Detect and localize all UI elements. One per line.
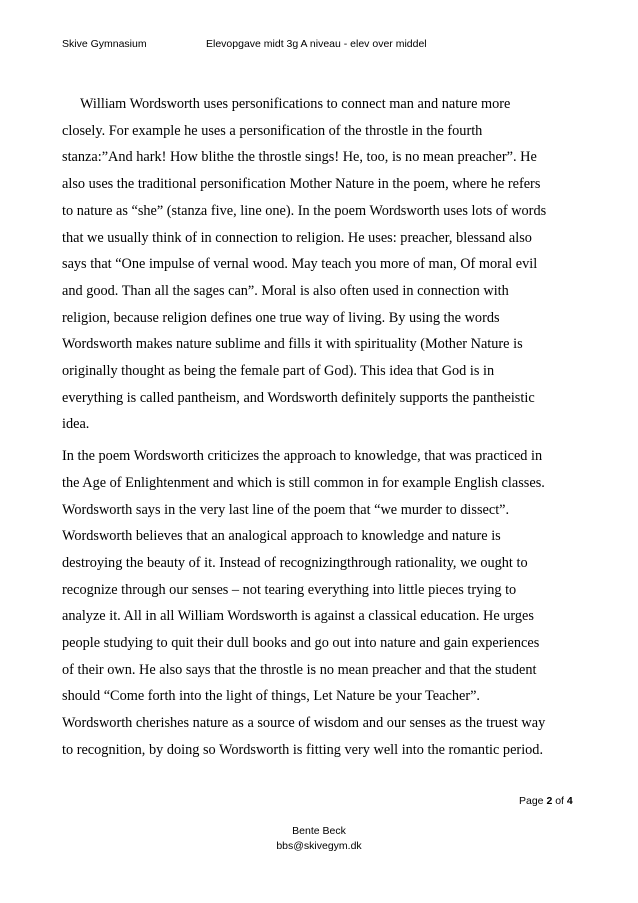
page-number (519, 795, 573, 807)
text-line: the Age of Enlightenment and which is still common in for example English classes. (62, 474, 545, 491)
text-line: religion, because religion defines one true way of living. By using the words (62, 309, 500, 326)
text-line: analyze it. All in all William Wordsworth is against a classical education. He urges (62, 608, 534, 625)
text-line: to recognition, by doing so Wordsworth is fitting very well into the romantic period. (62, 741, 544, 758)
text-line: that we usually think of in connection to religion. He uses: preacher, blessand also (62, 229, 532, 246)
text-line: recognize through our senses – not tearing everything into little pieces trying to (62, 581, 517, 598)
body-text (62, 91, 582, 764)
text-line: everything is called pantheism, and Wordsworth definitely supports the pantheistic (62, 389, 535, 406)
text-line: stanza:”And hark! How blithe the throstle sings! He, too, is no mean preacher”. He (62, 149, 537, 166)
text-line: of their own. He also says that the throstle is no mean preacher and that the student (62, 661, 537, 678)
footer-author: Bente Beck (292, 825, 346, 837)
text-line: says that “One impulse of vernal wood. May teach you more of man, Of moral evil (62, 256, 538, 273)
text-line: people studying to quit their dull books and go out into nature and gain experiences (62, 635, 540, 652)
paragraph-1 (62, 91, 582, 438)
header-school: Skive Gymnasium (62, 38, 147, 50)
text-line: Wordsworth says in the very last line of the poem that “we murder to dissect”. (62, 501, 510, 518)
text-line: should “Come forth into the light of things, Let Nature be your Teacher”. (62, 688, 481, 705)
text-line: closely. For example he uses a personification of the throstle in the fourth (62, 122, 483, 139)
page-number-prefix: Page (519, 795, 547, 807)
text-line: idea. (62, 416, 90, 433)
text-line: and good. Than all the sages can”. Moral is also often used in connection with (62, 282, 509, 299)
text-line: Wordsworth makes nature sublime and fills it with spirituality (Mother Nature is (62, 336, 523, 353)
paragraph-2 (62, 443, 582, 763)
text-line: to nature as “she” (stanza five, line one). In the poem Wordsworth uses lots of words (62, 202, 547, 219)
text-line: originally thought as being the female part of God). This idea that God is in (62, 363, 495, 380)
page-number-total: 4 (566, 795, 573, 807)
header-assignment: Elevopgave midt 3g A niveau - elev over middel (206, 38, 427, 50)
text-line: Wordsworth believes that an analogical approach to knowledge and nature is (62, 528, 501, 545)
page-number-current: 2 (546, 795, 553, 807)
text-line: also uses the traditional personification Mother Nature in the poem, where he refers (62, 176, 541, 193)
footer-email: bbs@skivegym.dk (276, 840, 362, 852)
page-number-of: of (552, 795, 567, 807)
text-line: William Wordsworth uses personifications to connect man and nature more (80, 96, 511, 112)
text-line: Wordsworth cherishes nature as a source of wisdom and our senses as the truest way (62, 715, 546, 732)
text-line: In the poem Wordsworth criticizes the approach to knowledge, that was practiced in (62, 448, 543, 465)
text-line: destroying the beauty of it. Instead of recognizingthrough rationality, we ought to (62, 554, 528, 571)
